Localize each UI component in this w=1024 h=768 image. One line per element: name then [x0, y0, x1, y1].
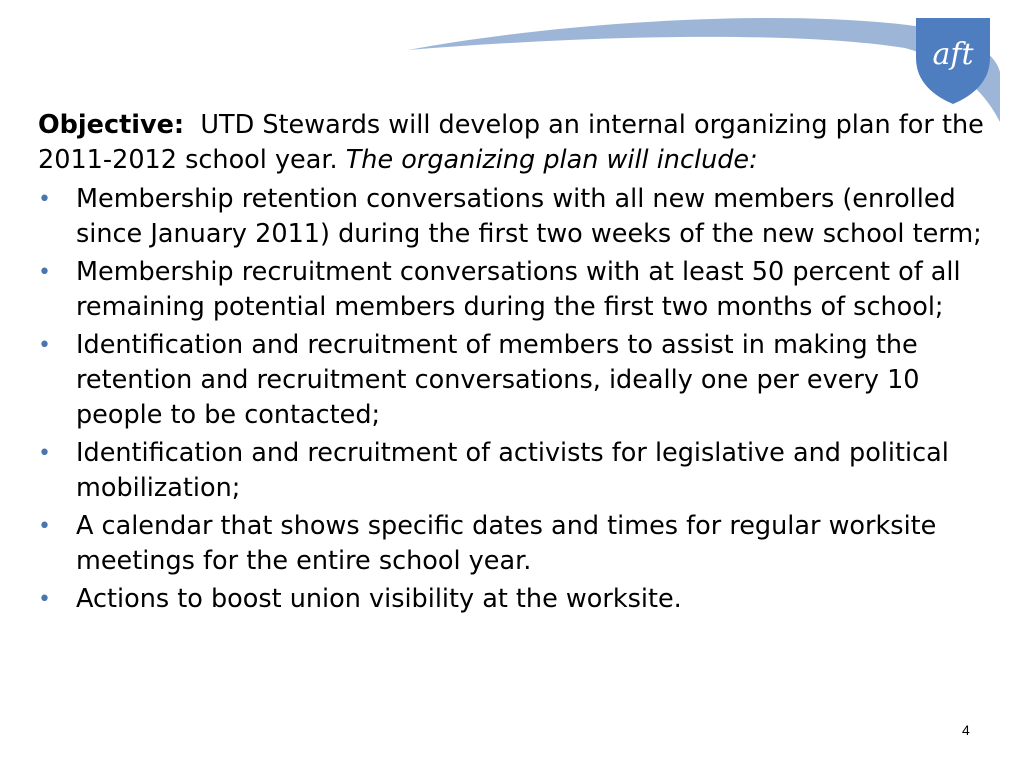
- list-item: [38, 436, 988, 506]
- bullet-icon: •: [38, 514, 51, 539]
- objective-label: Objective:: [38, 110, 185, 140]
- bullet-list: [38, 182, 988, 617]
- logo-text: aft: [932, 37, 974, 72]
- slide-body: [38, 108, 988, 620]
- list-item: [38, 255, 988, 325]
- bullet-icon: •: [38, 441, 51, 466]
- bullet-icon: •: [38, 587, 51, 612]
- list-item: [38, 328, 988, 433]
- page-number: 4: [962, 722, 970, 738]
- list-item: [38, 509, 988, 579]
- objective-italic-text: The organizing plan will include:: [345, 145, 758, 175]
- bullet-text: Identification and recruitment of members to assist in making the retention and recruitment conversations, ideally one per every 10 people to be contacted;: [76, 330, 920, 430]
- objective-text: UTD Stewards will develop an internal organizing plan for the 2011-2012 school year.: [38, 110, 984, 175]
- bullet-icon: •: [38, 333, 51, 358]
- bullet-text: A calendar that shows specific dates and times for regular worksite meetings for the entire school year.: [76, 511, 937, 576]
- list-item: [38, 582, 988, 617]
- aft-logo: [912, 14, 994, 106]
- objective-paragraph: [38, 108, 988, 178]
- bullet-icon: •: [38, 260, 51, 285]
- list-item: [38, 182, 988, 252]
- bullet-text: Identification and recruitment of activists for legislative and political mobilization;: [76, 438, 949, 503]
- bullet-text: Membership recruitment conversations with at least 50 percent of all remaining potential members during the first two months of school;: [76, 257, 961, 322]
- bullet-icon: •: [38, 187, 51, 212]
- bullet-text: Actions to boost union visibility at the worksite.: [76, 584, 682, 614]
- bullet-text: Membership retention conversations with all new members (enrolled since January 2011) during the first two weeks of the new school term;: [76, 184, 982, 249]
